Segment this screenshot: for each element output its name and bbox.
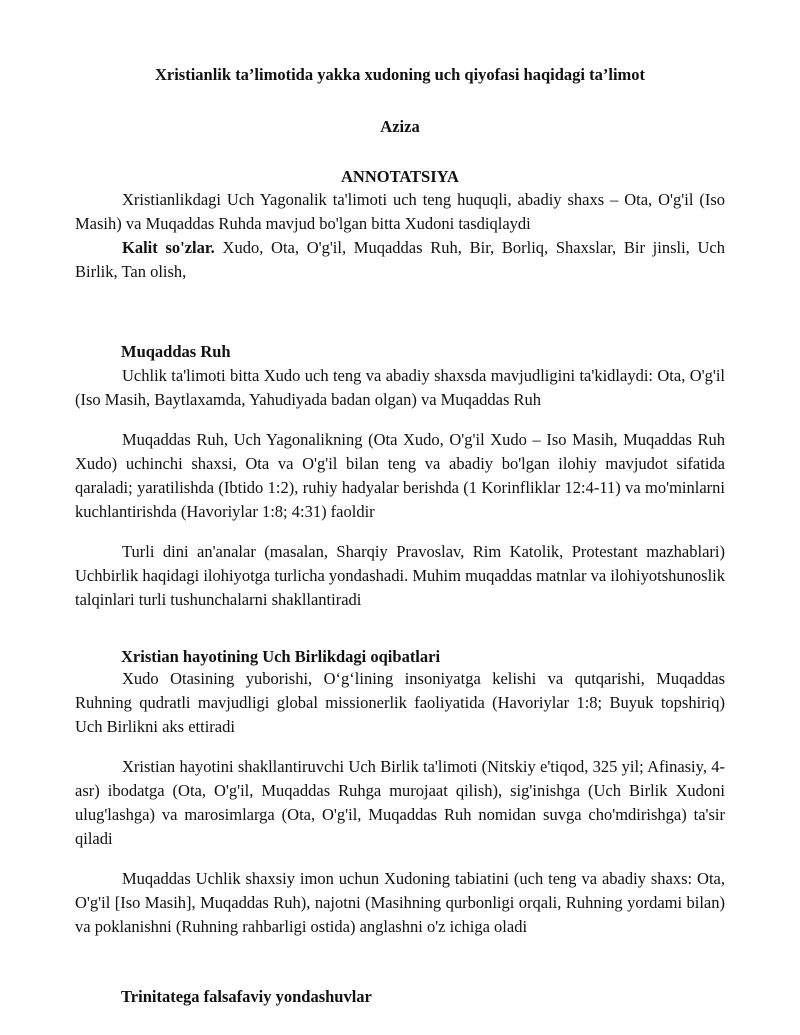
keywords-paragraph — [75, 236, 725, 284]
paragraph: Xudo Otasining yuborishi, O‘g‘lining insoniyatga kelishi va qutqarishi, Muqaddas Ruhning qudratli mavjudligi global missionerlik faoliyatida (Havoriylar 1:8; Buyuk topshiriq) Uch Birlikni aks ettiradi — [75, 669, 725, 736]
section-heading-holy-spirit: Muqaddas Ruh — [121, 342, 231, 361]
paragraph: Muqaddas Uchlik shaxsiy imon uchun Xudoning tabiatini (uch teng va abadiy shaxs: Ota, O'g'il [Iso Masih], Muqaddas Ruh), najotni (Masihning qurbonligi orqali, Ruhning yordami bilan) va poklanishni (Ruhning rahbarligi ostida) anglashni o'z ichiga oladi — [75, 869, 725, 936]
annotation-paragraph: Xristianlikdagi Uch Yagonalik ta'limoti uch teng huquqli, abadiy shaxs – Ota, O'g'il (Iso Masih) va Muqaddas Ruhda mavjud bo'lgan bitta Xudoni tasdiqlaydi — [75, 190, 725, 233]
keywords-label: Kalit so'zlar. — [122, 238, 215, 257]
paragraph: Muqaddas Ruh, Uch Yagonalikning (Ota Xudo, O'g'il Xudo – Iso Masih, Muqaddas Ruh Xudo) uchinchi shaxsi, Ota va O'g'il bilan teng va abadiy bo'lgan ilohiy mavjudot sifatida qaraladi; yaratilishda (Ibtido 1:2), ruhiy hadyalar berishda (1 Korinfliklar 12:4-11) va mo'minlarni kuchlantirishda (Havoriylar 1:8; 4:31) faoldir — [75, 430, 725, 521]
keywords-text: Xudo, Ota, O'g'il, Muqaddas Ruh, Bir, Borliq, Shaxslar, Bir jinsli, Uch Birlik, Tan olish, — [75, 238, 725, 281]
document-title: Xristianlik ta’limotida yakka xudoning uch qiyofasi haqidagi ta’limot — [154, 65, 646, 84]
author: Aziza — [380, 117, 420, 136]
paragraph: Uchlik ta'limoti bitta Xudo uch teng va abadiy shaxsda mavjudligini ta'kidlaydi: Ota, O'g'il (Iso Masih, Baytlaxamda, Yahudiyada badan olgan) va Muqaddas Ruh — [75, 366, 725, 409]
paragraph: Turli dini an'analar (masalan, Sharqiy Pravoslav, Rim Katolik, Protestant mazhablari) Uchbirlik haqidagi ilohiyotga turlicha yondashadi. Muhim muqaddas matnlar va ilohiyotshunoslik talqinlari turli tushunchalarni shakllantiradi — [75, 542, 725, 609]
paragraph: Xristian hayotini shakllantiruvchi Uch Birlik ta'limoti (Nitskiy e'tiqod, 325 yil; Afinasiy, 4-asr) ibodatga (Ota, O'g'il, Muqaddas Ruhga murojaat qilish), sig'inishga (Uch Birlik Xudoni ulug'lashga) va marosimlarga (Ota, O'g'il, Muqaddas Ruh nomidan suvga cho'mdirishga) ta'sir qiladi — [75, 757, 725, 848]
annotation-heading: ANNOTATSIYA — [341, 167, 459, 186]
section-heading-philosophy: Trinitatega falsafaviy yondashuvlar — [121, 987, 372, 1006]
section-heading-consequences: Xristian hayotining Uch Birlikdagi oqibatlari — [121, 647, 441, 666]
